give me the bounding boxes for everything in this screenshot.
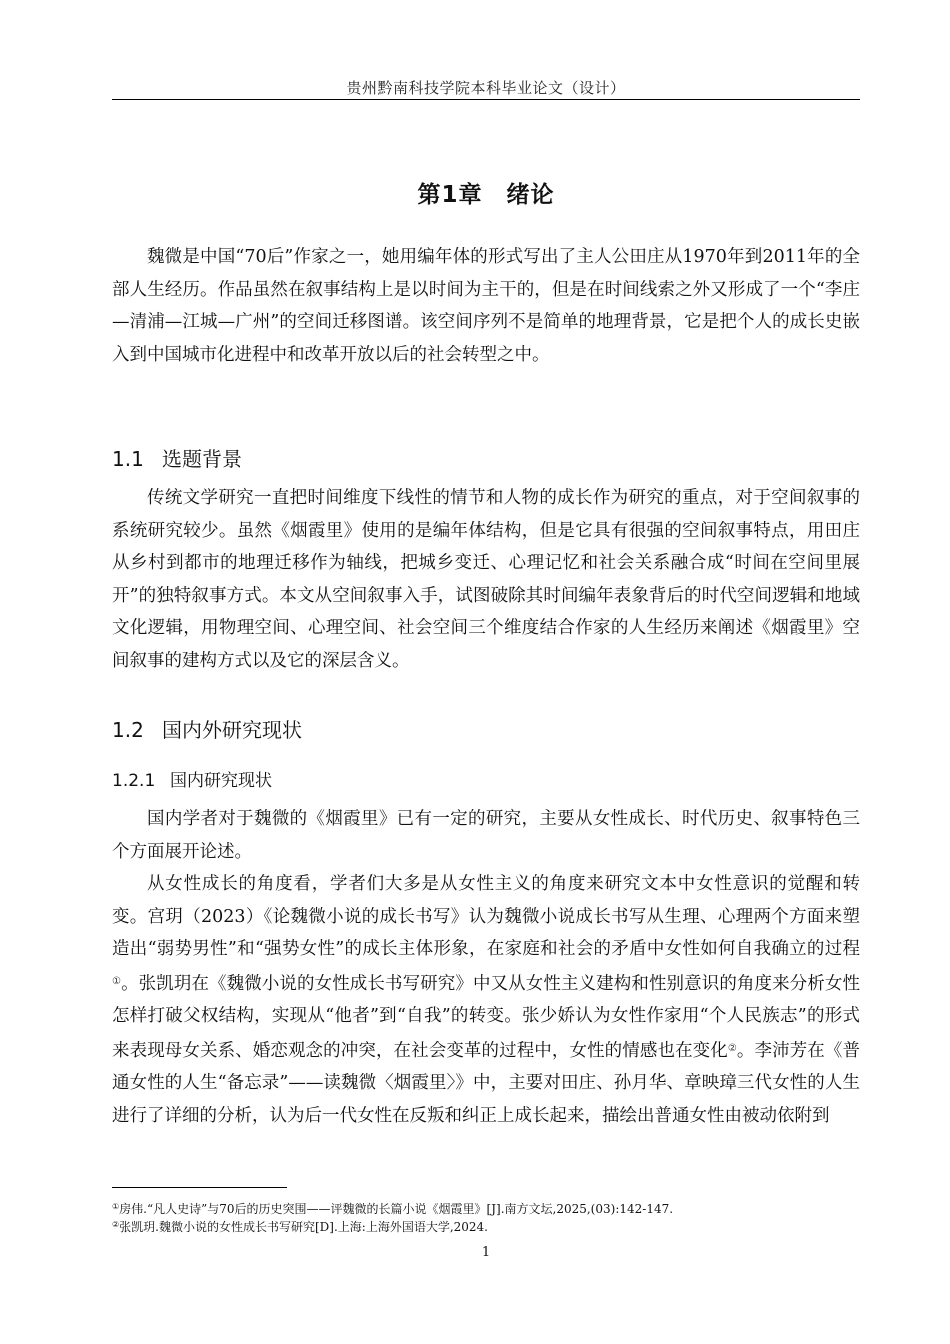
paragraph-text: 。李沛芳在《普通女性的人生“备忘录”——读魏微〈烟霞里〉》中，主要对田庄、孙月华、章映璋三代女性的人生进行了详细的分析，认为后一代女性在反叛和纠正上成长起来，描绘出普通女性由被动依附到: [112, 1040, 860, 1126]
footnote-2: [112, 1216, 860, 1236]
section-number: 1.2: [112, 718, 144, 742]
running-header: 贵州黔南科技学院本科毕业论文（设计）: [346, 79, 626, 97]
subsection-heading-1-2-1: [112, 766, 272, 791]
paragraph-text: 从女性成长的角度看，学者们大多是从女性主义的角度来研究文本中女性意识的觉醒和转变。宫玥（2023）《论魏微小说的成长书写》认为魏微小说成长书写从生理、心理两个方面来塑造出“弱势男性”和“强势女性”的成长主体形象，在家庭和社会的矛盾中女性如何自我确立的过程: [112, 874, 860, 959]
background-paragraph: 传统文学研究一直把时间维度下线性的情节和人物的成长作为研究的重点，对于空间叙事的系统研究较少。虽然《烟霞里》使用的是编年体结构，但是它具有很强的空间叙事特点，用田庄从乡村到都市的地理迁移作为轴线，把城乡变迁、心理记忆和社会关系融合成“时间在空间里展开”的独特叙事方式。本文从空间叙事入手，试图破除其时间编年表象背后的时代空间逻辑和地域文化逻辑，用物理空间、心理空间、社会空间三个维度结合作家的人生经历来阐述《烟霞里》空间叙事的建构方式以及它的深层含义。: [112, 488, 860, 671]
section-title: 选题背景: [162, 447, 242, 471]
section-number: 1.1: [112, 447, 144, 471]
section-title: 国内外研究现状: [162, 718, 302, 742]
footnote-ref-1[interactable]: ①: [112, 975, 122, 987]
page-number: 1: [481, 1245, 491, 1260]
domestic-research-paragraph-1: 国内学者对于魏微的《烟霞里》已有一定的研究，主要从女性成长、时代历史、叙事特色三个方面展开论述。: [112, 809, 860, 862]
section-heading-1-2: [112, 714, 302, 743]
footnote-ref-2[interactable]: ②: [727, 1042, 737, 1054]
footnote-text: 张凯玥.魏微小说的女性成长书写研究[D].上海:上海外国语大学,2024.: [119, 1220, 488, 1234]
footnote-text: 房伟.“凡人史诗”与70后的历史突围——评魏微的长篇小说《烟霞里》[J].南方文坛,2025,(03):142-147.: [119, 1202, 674, 1216]
header-rule: [112, 99, 860, 100]
paragraph-text: 。张凯玥在《魏微小说的女性成长书写研究》中又从女性主义建构和性别意识的角度来分析女性怎样打破父权结构，实现从“他者”到“自我”的转变。张少娇认为女性作家用“个人民族志”的形式来表现母女关系、婚恋观念的冲突，在社会变革的过程中，女性的情感也在变化: [112, 973, 860, 1061]
footnote-mark: ②: [112, 1220, 120, 1229]
footnote-separator: [112, 1187, 287, 1188]
intro-paragraph: 魏微是中国“70后”作家之一，她用编年体的形式写出了主人公田庄从1970年到2011年的全部人生经历。作品虽然在叙事结构上是以时间为主干的，但是在时间线索之外又形成了一个“李庄—清浦—江城—广州”的空间迁移图谱。该空间序列不是简单的地理背景，它是把个人的成长史嵌入到中国城市化进程中和改革开放以后的社会转型之中。: [112, 247, 860, 365]
domestic-research-paragraph-2: [112, 868, 860, 1132]
chapter-title: 第1章 绪论: [417, 182, 555, 208]
subsection-title: 国内研究现状: [170, 771, 272, 791]
footnote-1: [112, 1198, 860, 1218]
footnote-mark: ①: [112, 1202, 120, 1211]
section-heading-1-1: [112, 443, 242, 472]
subsection-number: 1.2.1: [112, 771, 156, 791]
